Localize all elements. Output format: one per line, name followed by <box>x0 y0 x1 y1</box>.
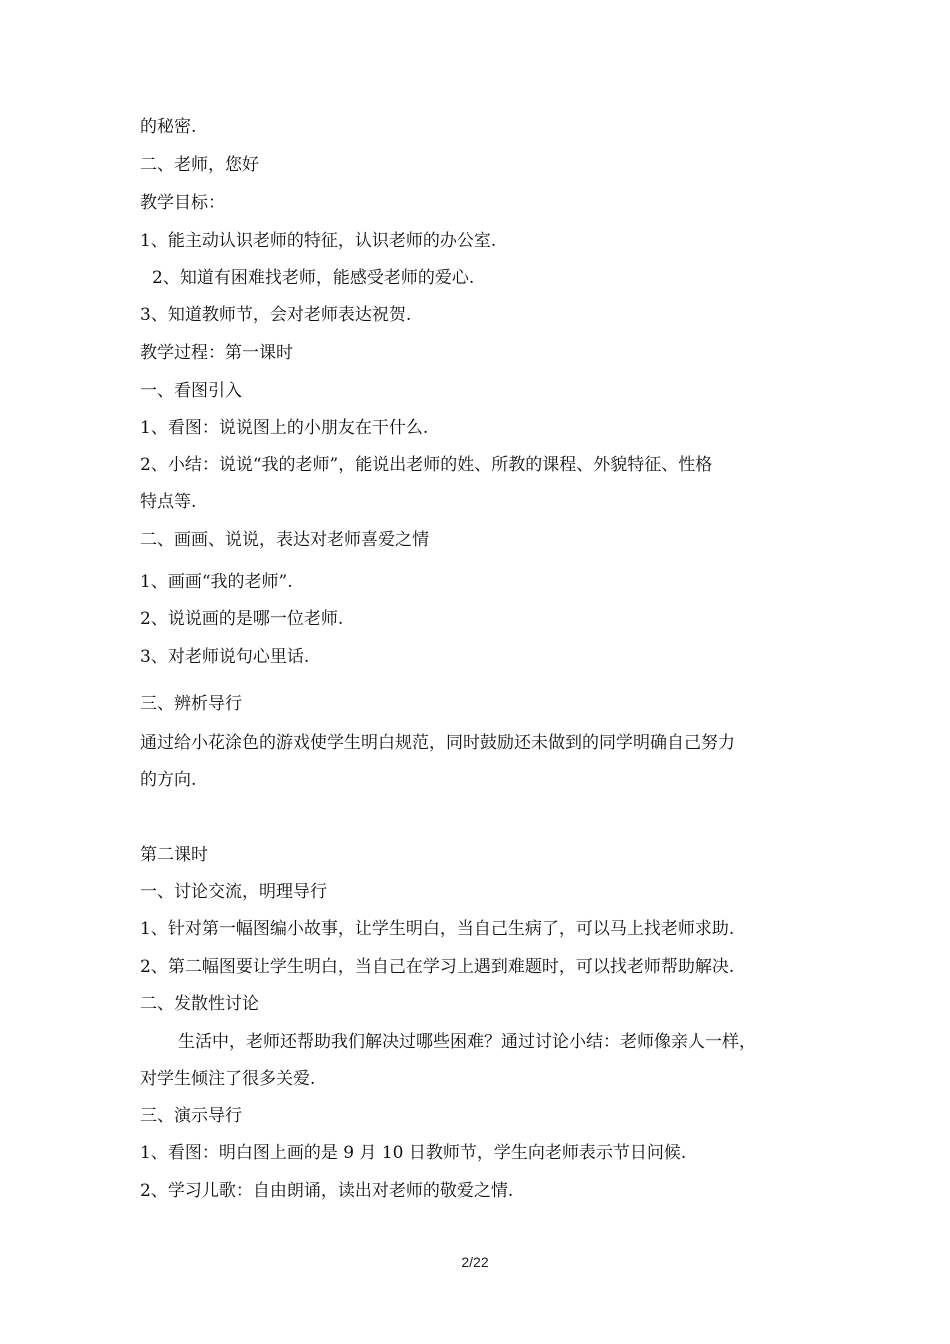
text-line: 生活中，老师还帮助我们解决过哪些困难？通过讨论小结：老师像亲人一样， <box>178 1032 756 1052</box>
list-item: 1、看图：明白图上画的是 9 月 10 日教师节，学生向老师表示节日问候. <box>140 1143 687 1163</box>
section-heading: 二、发散性讨论 <box>140 994 259 1014</box>
text-line: 教学目标： <box>140 193 225 213</box>
list-item: 1、看图：说说图上的小朋友在干什么. <box>140 418 429 438</box>
section-heading: 三、演示导行 <box>140 1106 242 1126</box>
section-heading: 一、看图引入 <box>140 381 242 401</box>
list-item: 1、能主动认识老师的特征，认识老师的办公室. <box>140 231 497 251</box>
section-heading: 二、老师，您好 <box>140 155 259 175</box>
list-item: 2、小结：说说“我的老师”，能说出老师的姓、所教的课程、外貌特征、性格 <box>140 455 713 475</box>
list-item: 2、知道有困难找老师，能感受老师的爱心. <box>152 268 475 288</box>
list-item: 3、知道教师节，会对老师表达祝贺. <box>140 305 412 325</box>
list-item: 3、对老师说句心里话. <box>140 647 310 667</box>
text-line: 的秘密. <box>140 117 197 137</box>
text-line: 通过给小花涂色的游戏使学生明白规范，同时鼓励还未做到的同学明确自己努力 <box>140 733 735 753</box>
list-item: 1、针对第一幅图编小故事，让学生明白，当自己生病了，可以马上找老师求助. <box>140 919 735 939</box>
section-heading: 三、辨析导行 <box>140 694 242 714</box>
list-item: 2、学习儿歌：自由朗诵，读出对老师的敬爱之情. <box>140 1181 514 1201</box>
section-heading: 一、讨论交流，明理导行 <box>140 882 327 902</box>
list-item: 1、画画“我的老师”. <box>140 572 293 592</box>
text-line: 的方向. <box>140 770 197 790</box>
page-number: 2/22 <box>461 1254 489 1270</box>
list-item: 2、说说画的是哪一位老师. <box>140 609 344 629</box>
section-heading: 二、画画、说说，表达对老师喜爱之情 <box>140 530 429 550</box>
section-heading: 第二课时 <box>140 845 208 865</box>
text-line: 对学生倾注了很多关爱. <box>140 1069 316 1089</box>
text-line: 教学过程：第一课时 <box>140 343 293 363</box>
list-item: 2、第二幅图要让学生明白，当自己在学习上遇到难题时，可以找老师帮助解决. <box>140 957 735 977</box>
text-line: 特点等. <box>140 492 197 512</box>
